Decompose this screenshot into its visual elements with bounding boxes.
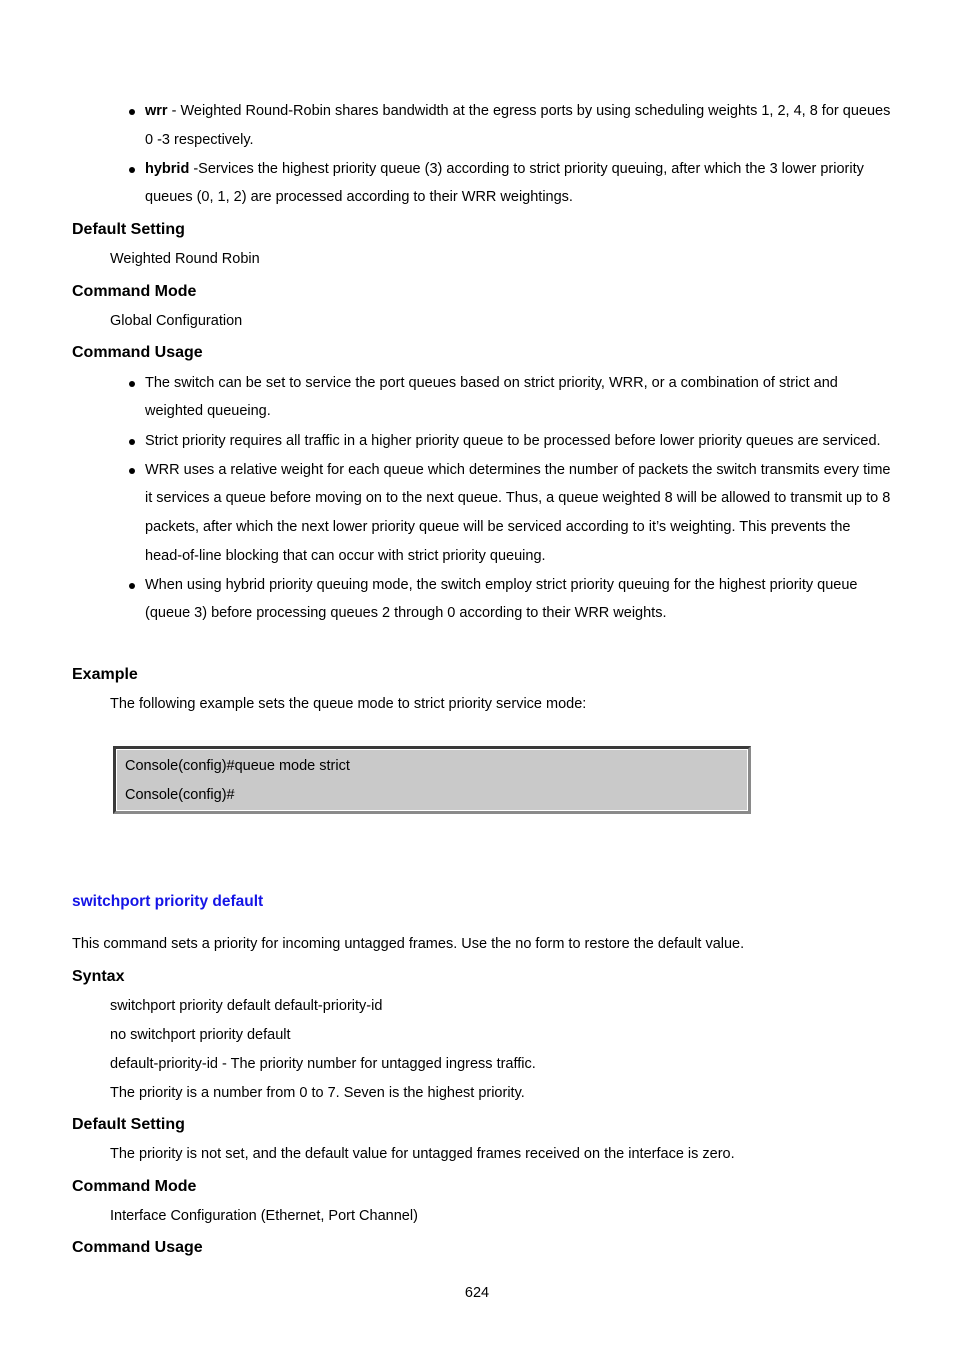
usage-bullet-text: packets, after which the next lower priority queue will be serviced according to it’s weighting. This prevents the — [145, 519, 851, 535]
usage-bullet-text: weighted queueing. — [145, 403, 271, 419]
default-setting-value: Weighted Round Robin — [110, 251, 260, 267]
syntax-line: switchport priority default default-priority-id — [110, 998, 383, 1014]
bullet-icon — [129, 439, 135, 445]
syntax-line: no switchport priority default — [110, 1027, 291, 1043]
console-line: Console(config)#queue mode strict — [125, 758, 350, 774]
section-title: switchport priority default — [72, 893, 264, 910]
wrr-definition: wrr - Weighted Round-Robin shares bandwidth at the egress ports by using scheduling weights 1, 2, 4, 8 for queues — [145, 103, 891, 119]
usage-bullet-text: WRR uses a relative weight for each queue which determines the number of packets the switch transmits every time — [145, 462, 891, 478]
console-line: Console(config)# — [125, 787, 235, 803]
syntax-heading: Syntax — [72, 968, 125, 985]
page-number: 624 — [464, 1285, 490, 1301]
syntax-line: The priority is a number from 0 to 7. Seven is the highest priority. — [110, 1085, 525, 1101]
bullet-icon — [129, 109, 135, 115]
command-mode-heading: Command Mode — [72, 283, 197, 300]
command-usage-heading: Command Usage — [72, 1239, 203, 1256]
hybrid-definition: hybrid -Services the highest priority queue (3) according to strict priority queuing, after which the 3 lower priority — [145, 161, 864, 177]
command-usage-heading: Command Usage — [72, 344, 203, 361]
default-setting-value: The priority is not set, and the default value for untagged frames received on the interface is zero. — [110, 1146, 735, 1162]
usage-bullet-text: it services a queue before moving on to the next queue. Thus, a queue weighted 8 will be allowed to transmit up to 8 — [145, 490, 891, 506]
command-mode-value: Global Configuration — [110, 313, 243, 329]
bullet-icon — [129, 468, 135, 474]
section-intro: This command sets a priority for incoming untagged frames. Use the no form to restore the default value. — [72, 936, 745, 952]
example-heading: Example — [72, 666, 138, 683]
bullet-icon — [129, 583, 135, 589]
console-example-box — [113, 746, 751, 814]
syntax-line: default-priority-id - The priority number for untagged ingress traffic. — [110, 1056, 536, 1072]
wrr-definition-cont: 0 -3 respectively. — [145, 132, 254, 148]
bullet-icon — [129, 167, 135, 173]
command-mode-value: Interface Configuration (Ethernet, Port Channel) — [110, 1208, 418, 1224]
command-mode-heading: Command Mode — [72, 1178, 197, 1195]
usage-bullet-text: The switch can be set to service the port queues based on strict priority, WRR, or a combination of strict and — [145, 375, 838, 391]
default-setting-heading: Default Setting — [72, 1116, 185, 1133]
usage-bullet-text: When using hybrid priority queuing mode, the switch employ strict priority queuing for the highest priority queue — [145, 577, 858, 593]
usage-bullet-text: Strict priority requires all traffic in a higher priority queue to be processed before lower priority queues are serviced. — [145, 433, 881, 449]
default-setting-heading: Default Setting — [72, 221, 185, 238]
usage-bullet-text: head-of-line blocking that can occur with strict priority queuing. — [145, 548, 546, 564]
usage-bullet-text: (queue 3) before processing queues 2 through 0 according to their WRR weights. — [145, 605, 667, 621]
example-text: The following example sets the queue mode to strict priority service mode: — [110, 696, 587, 712]
bullet-icon — [129, 381, 135, 387]
hybrid-definition-cont: queues (0, 1, 2) are processed according to their WRR weightings. — [145, 189, 573, 205]
